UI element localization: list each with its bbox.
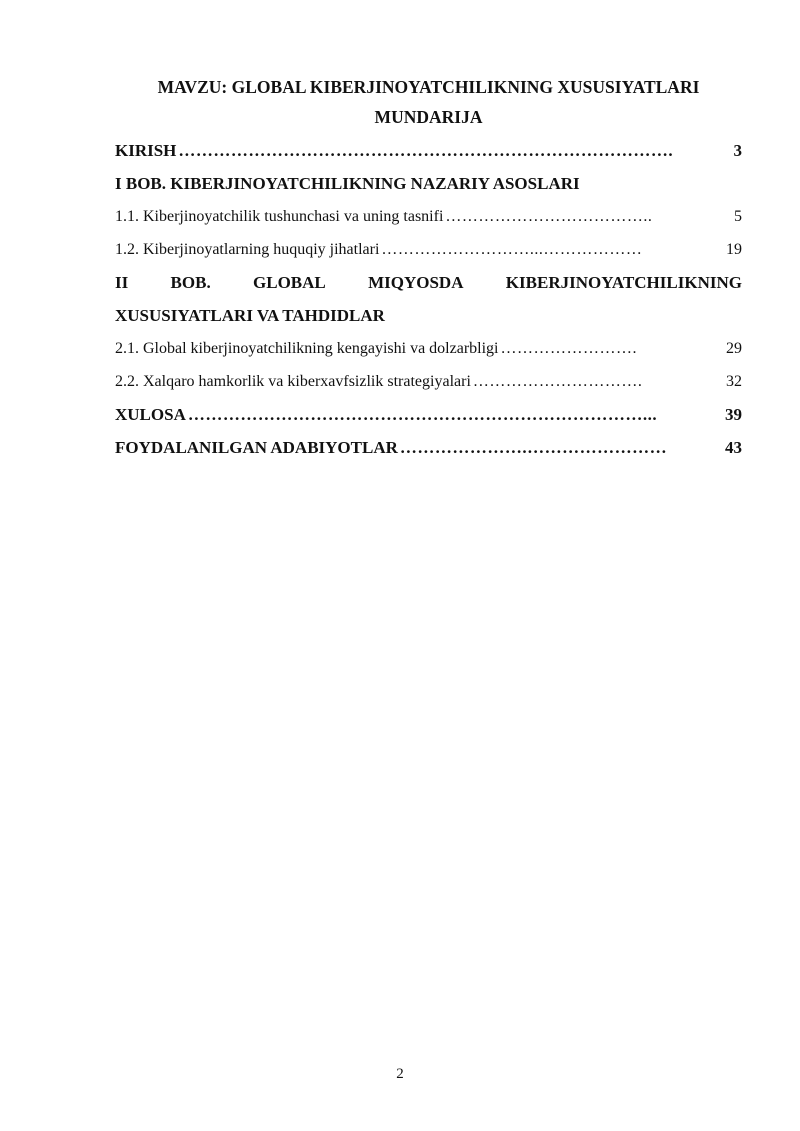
heading-word: MIQYOSDA [368,273,464,292]
toc-entry-2-2[interactable] [115,365,742,398]
toc-entry-label: KIRISH [115,141,177,160]
toc-entry-leader: ……………………………….. [445,208,653,225]
toc-entry-2-1[interactable] [115,332,742,365]
toc-entry-page: 3 [733,141,742,160]
toc-entry-label: XULOSA [115,405,186,424]
heading-word: BOB. [170,273,211,292]
toc-entry-label: 2.1. Global kiberjinoyatchilikning kengayishi va dolzarbligi [115,340,499,357]
toc-entry-label: FOYDALANILGAN ADABIYOTLAR [115,438,398,457]
toc-entry-1-1[interactable] [115,200,742,233]
toc-entry-kirish[interactable] [115,134,742,167]
toc-chapter-2-heading[interactable] [115,266,742,299]
toc-entry-label: 2.2. Xalqaro hamkorlik va kiberxavfsizlik strategiyalari [115,373,471,390]
toc-entry-1-2[interactable] [115,233,742,266]
toc-entry-adabiyotlar[interactable] [115,431,742,464]
heading-word: GLOBAL [253,273,326,292]
toc-heading: MUNDARIJA [374,107,483,127]
toc-entry-page: 32 [726,373,742,390]
toc-entry-page: 5 [734,208,742,225]
toc-entry-xulosa[interactable] [115,398,742,431]
toc-entry-leader: ……………………………………………………………………... [187,405,658,424]
page-number: 2 [396,1066,404,1082]
toc-entry-leader: …………………………. [472,373,643,390]
page-content [115,74,742,464]
toc-entry-label: 1.1. Kiberjinoyatchilik tushunchasi va uning tasnifi [115,208,444,225]
heading-word: II [115,273,129,292]
toc-entry-page: 43 [725,438,742,457]
toc-entry-page: 39 [725,405,742,424]
toc-entry-label: 1.2. Kiberjinoyatlarning huquqiy jihatlari [115,241,380,258]
toc-entry-leader: …………………………………………………………………………. [178,141,674,160]
toc-entry-leader: ………………….…………………… [399,438,668,457]
heading-word: KIBERJINOYATCHILIKNING [505,273,742,292]
toc-entry-page: 29 [726,340,742,357]
toc-entry-leader: ………………………...……………… [381,241,643,258]
toc-entry-page: 19 [726,241,742,258]
toc-chapter-2-heading-continued[interactable]: XUSUSIYATLARI VA TAHDIDLAR [115,306,385,325]
document-title: MAVZU: GLOBAL KIBERJINOYATCHILIKNING XUSUSIYATLARI [157,77,700,97]
toc-chapter-1-heading[interactable]: I BOB. KIBERJINOYATCHILIKNING NAZARIY ASOSLARI [115,174,580,193]
toc-entry-leader: ……………………. [500,340,637,357]
